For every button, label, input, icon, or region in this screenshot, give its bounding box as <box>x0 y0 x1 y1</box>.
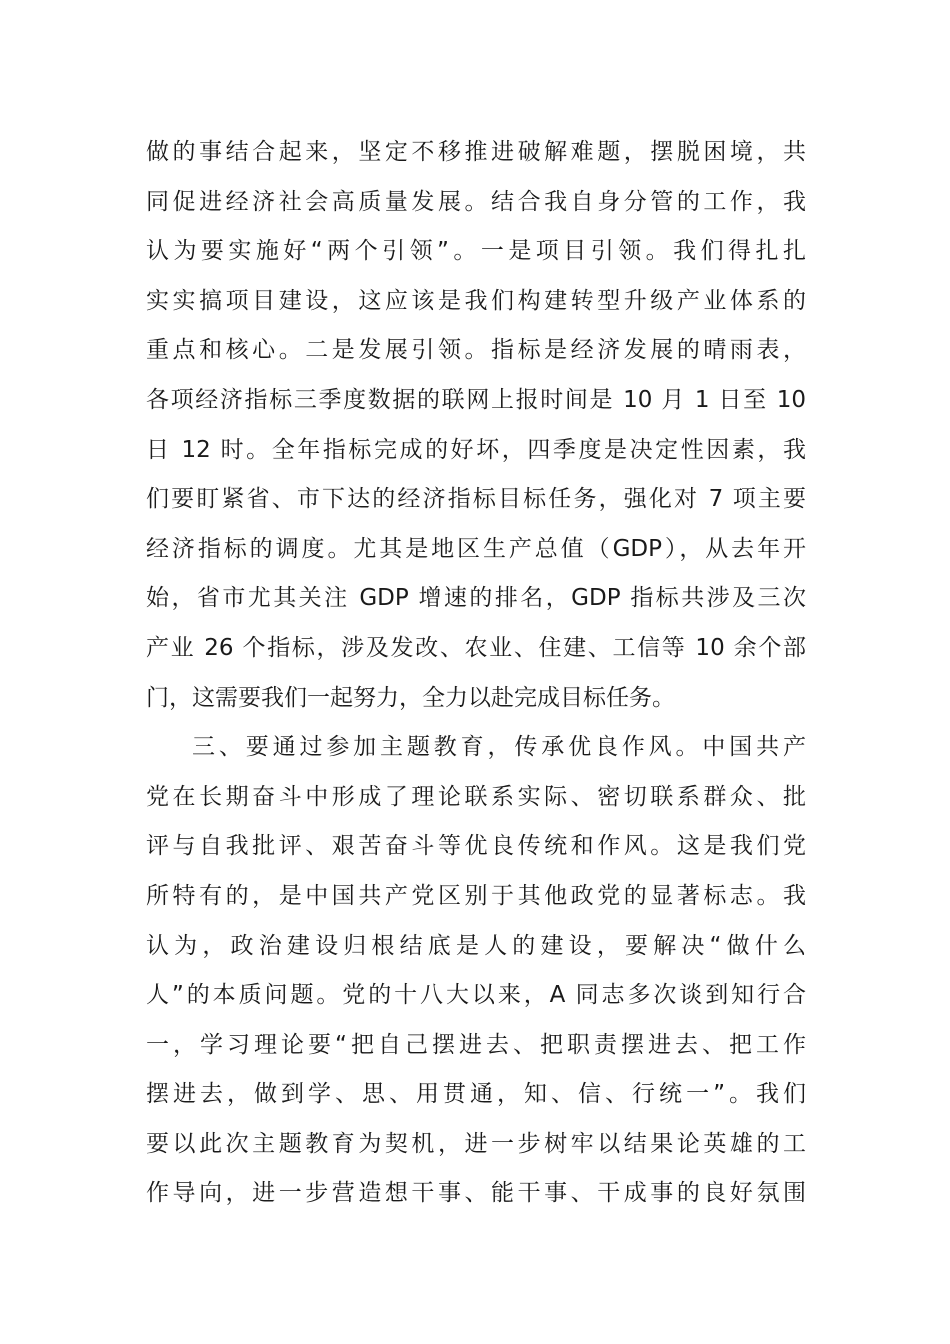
text-line: 们要盯紧省、市下达的经济指标目标任务，强化对 7 项主要 <box>146 486 806 513</box>
text-line: 重点和核心。二是发展引领。指标是经济发展的晴雨表， <box>146 337 806 364</box>
text-line: 门，这需要我们一起努力，全力以赴完成目标任务。 <box>146 684 675 711</box>
text-line: 所特有的，是中国共产党区别于其他政党的显著标志。我 <box>146 882 806 909</box>
text-line: 各项经济指标三季度数据的联网上报时间是 10 月 1 日至 10 <box>146 386 806 413</box>
text-line: 人”的本质问题。党的十八大以来，A 同志多次谈到知行合 <box>146 982 806 1009</box>
text-line: 认为要实施好“两个引领”。一是项目引领。我们得扎扎 <box>146 238 806 265</box>
text-line: 实实搞项目建设，这应该是我们构建转型升级产业体系的 <box>146 287 806 314</box>
text-line: 要以此次主题教育为契机，进一步树牢以结果论英雄的工 <box>146 1130 806 1157</box>
text-line: 日 12 时。全年指标完成的好坏，四季度是决定性因素，我 <box>146 436 806 463</box>
text-line: 同促进经济社会高质量发展。结合我自身分管的工作，我 <box>146 188 806 215</box>
text-line: 作导向，进一步营造想干事、能干事、干成事的良好氛围 <box>146 1180 806 1207</box>
text-line: 始，省市尤其关注 GDP 增速的排名，GDP 指标共涉及三次 <box>146 585 806 612</box>
body-text <box>146 128 806 1219</box>
text-line: 产业 26 个指标，涉及发改、农业、住建、工信等 10 余个部 <box>146 634 806 661</box>
text-line: 评与自我批评、艰苦奋斗等优良传统和作风。这是我们党 <box>146 833 806 860</box>
text-line: 做的事结合起来，坚定不移推进破解难题，摆脱困境，共 <box>146 139 806 165</box>
section-heading-line: 三、要通过参加主题教育，传承优良作风。中国共产 <box>192 734 806 761</box>
text-line: 认为，政治建设归根结底是人的建设，要解决“做什么 <box>146 932 806 959</box>
text-line: 一，学习理论要“把自己摆进去、把职责摆进去、把工作 <box>146 1031 806 1058</box>
text-line: 经济指标的调度。尤其是地区生产总值（GDP），从去年开 <box>146 535 806 562</box>
text-line: 党在长期奋斗中形成了理论联系实际、密切联系群众、批 <box>146 783 806 810</box>
text-line: 摆进去，做到学、思、用贯通，知、信、行统一”。我们 <box>146 1081 806 1108</box>
